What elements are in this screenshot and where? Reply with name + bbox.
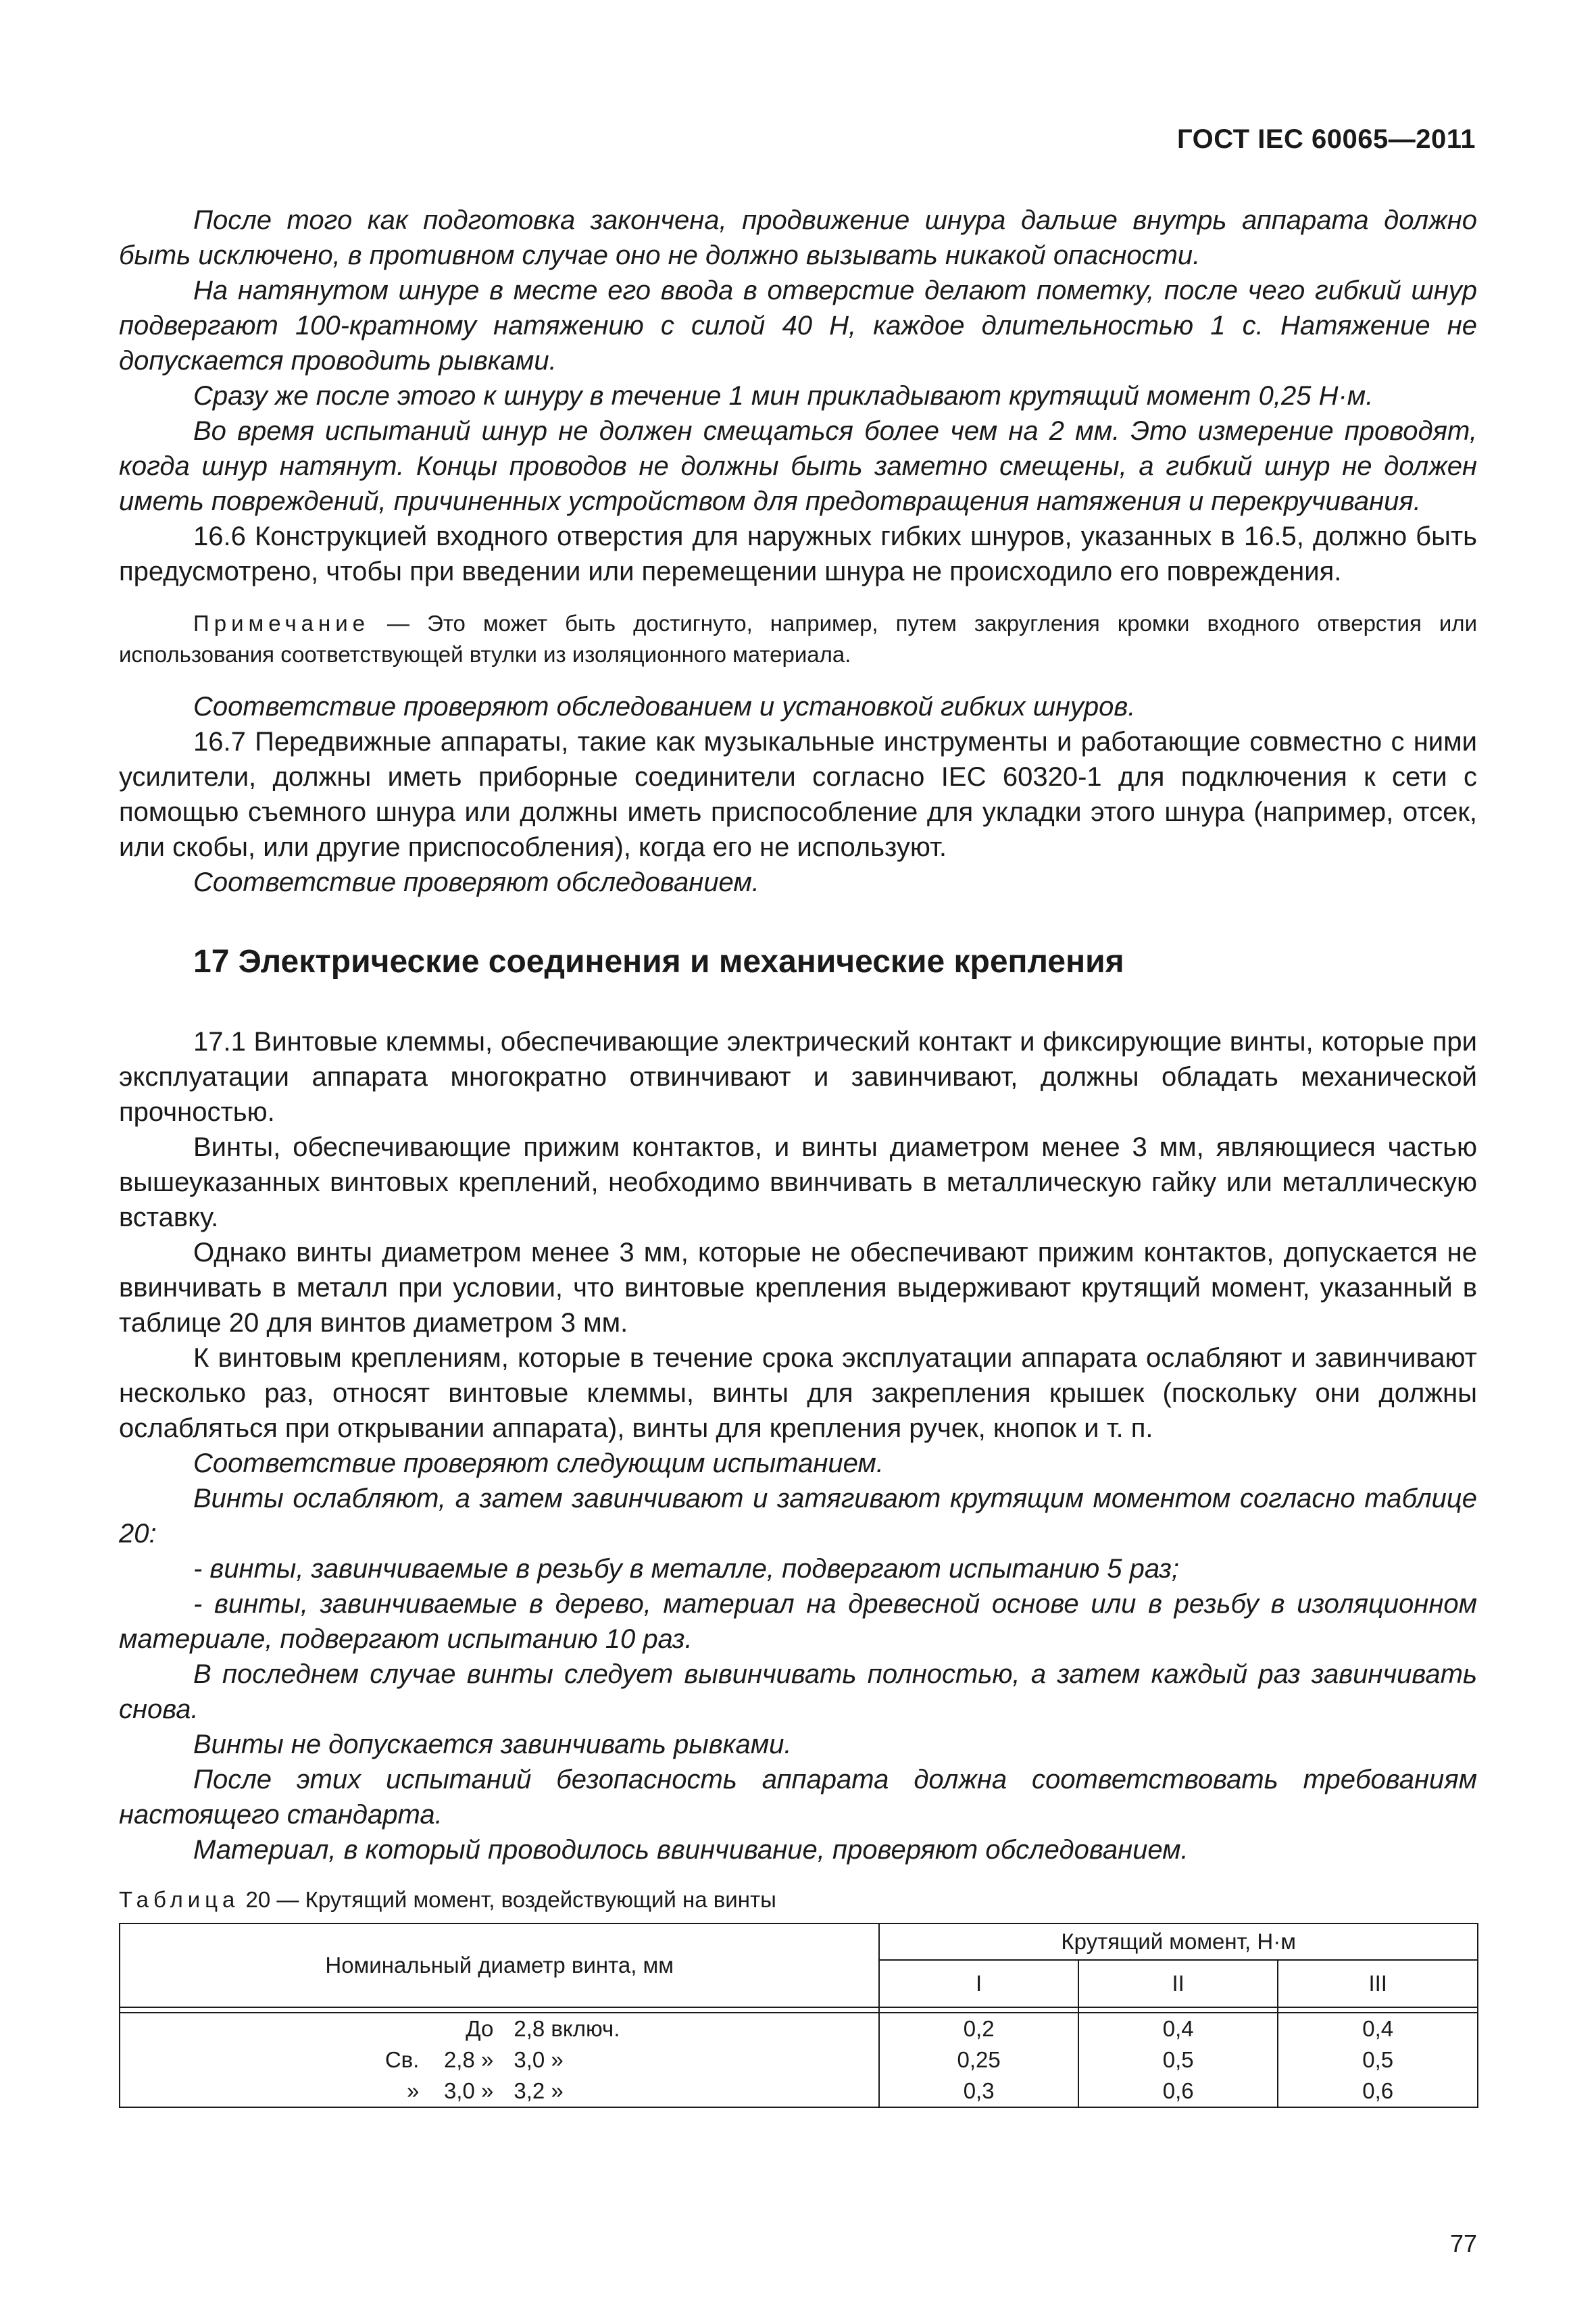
paragraph: Винты ослабляют, а затем завинчивают и затягивают крутящим моментом согласно таблице 20: — [119, 1484, 1477, 1549]
note — [119, 608, 1477, 670]
section-heading: 17 Электрические соединения и механические крепления — [193, 944, 1124, 980]
clause-16-6: 16.6 Конструкцией входного отверстия для наружных гибких шнуров, указанных в 16.5, должно быть предусмотрено, чтобы при введении или перемещении шнура не происходило его повреждения. — [119, 522, 1477, 586]
header-diameter: Номинальный диаметр винта, мм — [120, 1923, 879, 2007]
paragraph: Соответствие проверяют обследованием и установкой гибких шнуров. — [193, 692, 1136, 722]
note-label: Примечание — [193, 611, 370, 636]
paragraph: На натянутом шнуре в месте его ввода в отверстие делают пометку, после чего гибкий шнур подвергают 100-кратному натяжению с силой 40 Н, каждое длительностью 1 с. Натяжение не допускается проводить рывками. — [119, 276, 1477, 376]
paragraph: В последнем случае винты следует вывинчивать полностью, а затем каждый раз завинчивать снова. — [119, 1659, 1477, 1724]
table-caption-text: 20 — Крутящий момент, воздействующий на винты — [239, 1887, 776, 1912]
table-caption-label: Таблица — [119, 1887, 240, 1912]
paragraph: После этих испытаний безопасность аппарата должна соответствовать требованиям настоящего стандарта. — [119, 1765, 1477, 1830]
header-class-2: II — [1078, 1960, 1278, 2007]
table-row: » 3,0 » 3,2 » — [406, 2078, 564, 2103]
paragraph: Материал, в который проводилось ввинчивание, проверяют обследованием. — [193, 1835, 1189, 1865]
paragraph: К винтовым креплениям, которые в течение срока эксплуатации аппарата ослабляют и завинчивают несколько раз, относят винтовые клеммы, винты для закрепления крышек (поскольку они должны ослабляться при открывании аппарата), винты для крепления ручек, кнопок и т. п. — [119, 1343, 1477, 1443]
header-torque: Крутящий момент, Н·м — [879, 1923, 1478, 1960]
paragraph: Соответствие проверяют следующим испытанием. — [193, 1449, 884, 1478]
paragraph: Сразу же после этого к шнуру в течение 1 мин прикладывают крутящий момент 0,25 Н·м. — [193, 381, 1374, 411]
list-item: - винты, завинчиваемые в дерево, материал на древесной основе или в резьбу в изоляционном материале, подвергают испытанию 10 раз. — [119, 1589, 1477, 1654]
note-text: — Это может быть достигнуто, например, путем закругления кромки входного отверстия или использования соответствующей втулки из изоляционного материала. — [119, 611, 1477, 667]
torque-table — [119, 1923, 1478, 2108]
table-row: Св. 2,8 » 3,0 » — [384, 2047, 564, 2072]
table-caption — [119, 1885, 1477, 1915]
clause-17-1: 17.1 Винтовые клеммы, обеспечивающие электрический контакт и фиксирующие винты, которые при эксплуатации аппарата многократно отвинчивают и завинчивают, должны обладать механической прочностью. — [119, 1027, 1477, 1127]
header-class-3: III — [1278, 1960, 1478, 2007]
table-body — [120, 2013, 1478, 2107]
body-text — [119, 203, 1477, 1915]
paragraph: Винты, обеспечивающие прижим контактов, и винты диаметром менее 3 мм, являющиеся частью вышеуказанных винтовых креплений, необходимо ввинчивать в металлическую гайку или металлическую вставку. — [119, 1132, 1477, 1232]
page-number: 77 — [1449, 2230, 1477, 2257]
standard-code: ГОСТ IEC 60065—2011 — [1177, 124, 1476, 154]
torque-class-2-cell: 0,4 0,5 0,6 — [1078, 2013, 1278, 2107]
table-row: До 2,8 включ. — [466, 2016, 620, 2041]
table-header-row — [120, 1923, 1478, 1960]
diameter-cell — [120, 2013, 879, 2107]
torque-class-1-cell: 0,2 0,25 0,3 — [879, 2013, 1078, 2107]
paragraph: Однако винты диаметром менее 3 мм, которые не обеспечивают прижим контактов, допускается не ввинчивать в металл при условии, что винтовые крепления выдерживают крутящий момент, указанный в таблице 20 для винтов диаметром 3 мм. — [119, 1238, 1477, 1338]
paragraph: Во время испытаний шнур не должен смещаться более чем на 2 мм. Это измерение проводят, когда шнур натянут. Концы проводов не должны быть заметно смещены, а гибкий шнур не должен иметь повреждений, причиненных устройством для предотвращения натяжения и перекручивания. — [119, 416, 1477, 516]
list-item: - винты, завинчиваемые в резьбу в металле, подвергают испытанию 5 раз; — [193, 1554, 1179, 1584]
header-class-1: I — [879, 1960, 1078, 2007]
torque-class-3-cell: 0,4 0,5 0,6 — [1278, 2013, 1478, 2107]
clause-16-7: 16.7 Передвижные аппараты, такие как музыкальные инструменты и работающие совместно с ними усилители, должны иметь приборные соединители согласно IEC 60320-1 для подключения к сети с помощью съемного шнура или должны иметь приспособление для укладки этого шнура (например, отсек, или скобы, или другие приспособления), когда его не используют. — [119, 727, 1477, 862]
paragraph: Соответствие проверяют обследованием. — [193, 867, 759, 897]
table-separator — [120, 2007, 1478, 2013]
paragraph: Винты не допускается завинчивать рывками. — [193, 1730, 792, 1759]
paragraph: После того как подготовка закончена, продвижение шнура дальше внутрь аппарата должно быть исключено, в противном случае оно не должно вызывать никакой опасности. — [119, 205, 1477, 270]
